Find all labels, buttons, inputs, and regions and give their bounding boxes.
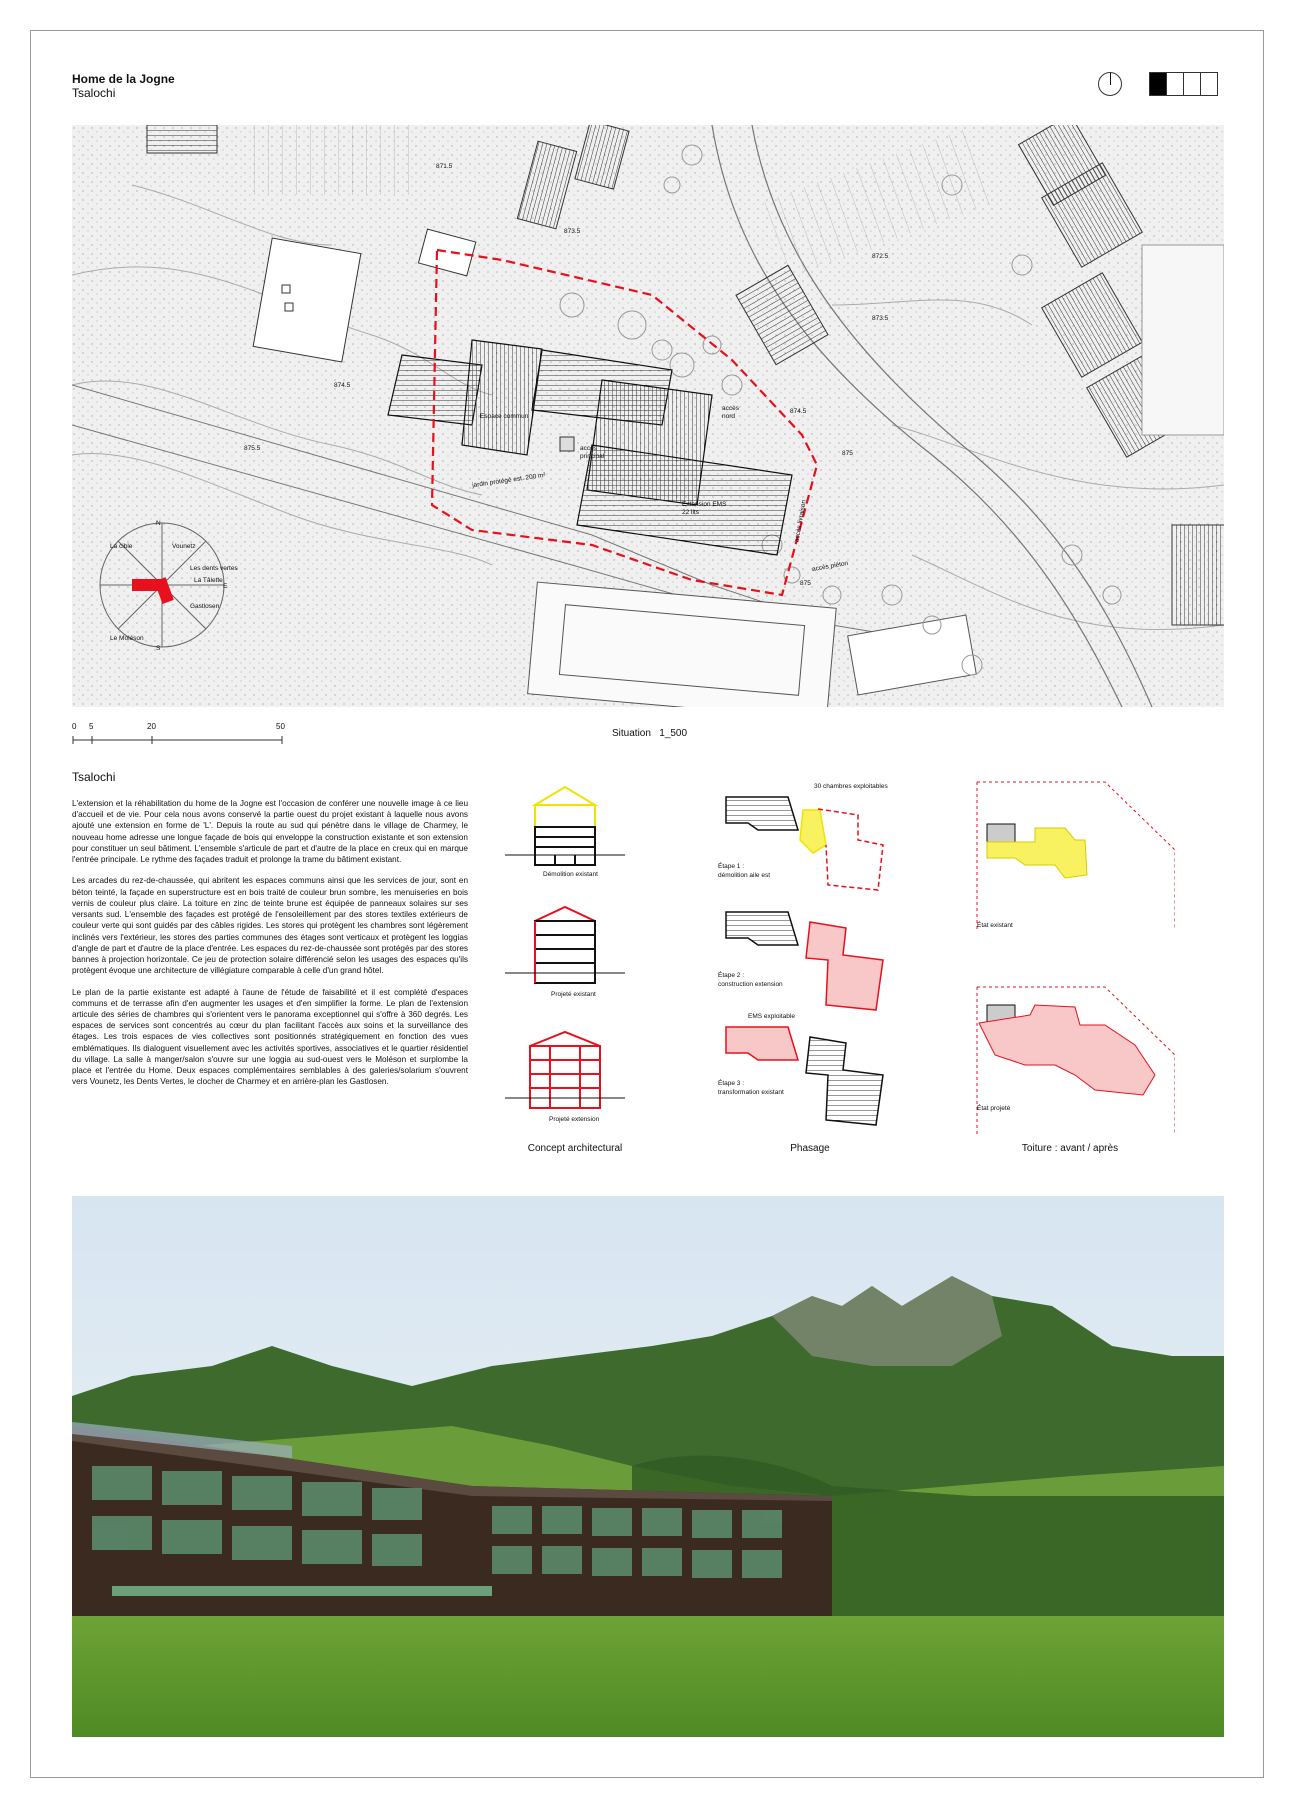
site-plan [72,125,1224,707]
figure-caption: État existant [977,922,1013,929]
concept-section-demolition [505,785,625,880]
paragraph: L'extension et la réhabilitation du home de la Jogne est l'occasion de conférer une nouvelle image à ce lieu d'accueil et de vie. Pour cela nous avons conservé la partie ouest du projet existant à laquelle nous avons ajouté une extension en forme de 'L'. Depuis la route au sud qui pénètre dans le village de Charmey, le nouveau home adresse une longue façade de bois qui enveloppe la construction existante et son extension pour constituer un seul bâtiment. L'ensemble s'articule de part et d'autre de la place en creux qui en marque l'entrée principale. Le rythme des façades traduit et prolonge la trame du bâtiment existant. [72,799,468,865]
compass-label: La Tâlette [194,577,223,584]
site-plan-drawing [72,125,1224,707]
phasage-note: EMS exploitable [748,1013,795,1020]
altitude-label: 875.5 [244,445,261,452]
paragraph: Le plan de la partie existante est adapté à l'aune de l'étude de faisabilité et il est complété d'espaces communs et de terrasse afin d'en augmenter les usages et d'en simplifier la forme. Le plan de l'extension articule des séries de chambres qui s'orientent vers le panorama exceptionnel qui s'offre à 360 degrés. Les espaces de services sont concentrés au cœur du plan facilitant l'accès aux soins et la surveillance des étages. Les trois espaces de vies collectives sont positionnés stratégiquement en fonction des vues emblématiques. Ils dialoguent visuellement avec les activités sportives, associatives et le quartier résidentiel du village. La salle à manger/salon s'ouvre sur une loggia au sud-ouest vers le Moléson et surplombe la place et l'entrée du Home. Deux espaces complémentaires semblables à des galeries/solarium s'ouvrent vers Vounetz, les Dents Vertes, le clocher de Charmey et en arrière-plan les Gastlosen. [72,987,468,1087]
figure-caption: Démolition existant [543,871,598,878]
page-subtitle: Tsalochi [72,86,116,100]
figure-caption: Projeté extension [549,1116,600,1123]
phasage-note: 30 chambres exploitables [814,783,888,790]
plan-label-acces-livraison: accès livraison [793,499,808,543]
altitude-label: 871.5 [436,163,453,170]
altitude-label: 874.5 [334,382,351,389]
panel-4-indicator [1200,72,1218,96]
toiture-title: Toiture : avant / après [1021,1143,1119,1154]
plan-label-extension: Extension EMS 22 lits [682,501,727,517]
paragraph: Les arcades du rez-de-chaussée, qui abritent les espaces communs ainsi que les services de jour, sont en béton teinté, la façade en superstructure est en bois traité de couleur brun sombre, les menuiseries en bois vernis de couleur plus claire. La toiture en zinc de teinte brune est équipée de panneaux solaires sur ses versants sud. L'ensemble des façades est protégé de l'ensoleillement par des stores textiles extérieurs de couleur verte qui sont guidés par des câbles rigides. Les stores qui protègent les chambres sont légèrement inclinés vers l'extérieur, les stores des parties communes des étages sont verticaux et protègent les loggias d'angle de part et d'autre de la place d'entrée. Les espaces du rez-de-chaussée sont protégés par des stores bannes à projection horizontale. Ce jeu de protection solaire différencié selon les usages des espaces qu'ils protègent évoque une architecture de villégiature comparable à celle d'un grand hôtel. [72,876,468,976]
compass-label: La cible [110,543,133,550]
panel-1-indicator [1149,72,1167,96]
phasage-step-label: Étape 2 : [718,972,745,979]
scale-label: 20 [147,722,156,731]
body-text [72,798,468,1098]
scale-label: 50 [276,722,285,731]
altitude-label: 875 [800,580,811,587]
plan-label-jardin: jardin protégé est. 200 m² [471,471,547,490]
phasage-step-label: Étape 1 : [718,863,745,870]
panel-indicator [1150,72,1218,96]
scale-label: 5 [89,722,94,731]
toiture-avant [975,780,1175,930]
altitude-label: 873.5 [872,315,889,322]
scale-label: 0 [72,722,77,731]
phasage-step-3 [718,1015,898,1135]
scale-bar [72,720,287,746]
phasage-step-desc: démolition aile est [718,872,771,879]
north-arrow-icon [1098,72,1122,96]
plan-label-acces-pieton: accès piéton [811,559,849,574]
compass-label: N [156,520,161,527]
phasage-step-label: Étape 3 : [718,1080,745,1087]
concept-section-existant [505,905,625,1000]
altitude-label: 872.5 [872,253,889,260]
figure-caption: Projeté existant [551,991,596,998]
panel-2-indicator [1166,72,1184,96]
concept-title: Concept architectural [527,1143,623,1154]
phasage-step-desc: transformation existant [718,1089,784,1096]
section-title: Tsalochi [72,770,116,784]
altitude-label: 873.5 [564,228,581,235]
panel-3-indicator [1183,72,1201,96]
figure-caption: État projeté [977,1105,1011,1112]
altitude-label: 874.5 [790,408,807,415]
compass-label: Les dents vertes [190,565,238,572]
concept-section-extension [505,1030,625,1125]
compass-label: S [156,645,161,652]
project-photo [72,1196,1224,1737]
phasage-step-1 [718,785,898,895]
phasage-title: Phasage [790,1143,830,1154]
compass-label: Vounetz [172,543,196,550]
compass-label: Gastlosen [190,603,220,610]
plan-label-existing: Espace commun [480,413,529,420]
phasage-step-2 [718,900,898,1015]
compass-label: E [223,583,228,590]
plan-label-acces-nord: accès nord [722,405,739,421]
plan-label-acces-principal: accès principal [580,445,605,461]
phasage-step-desc: construction extension [718,981,783,988]
plan-caption: Situation 1_500 [612,728,688,739]
altitude-label: 875 [842,450,853,457]
toiture-apres [975,985,1175,1135]
compass-label: Le Moléson [110,635,144,642]
page-title: Home de la Jogne [72,72,175,86]
